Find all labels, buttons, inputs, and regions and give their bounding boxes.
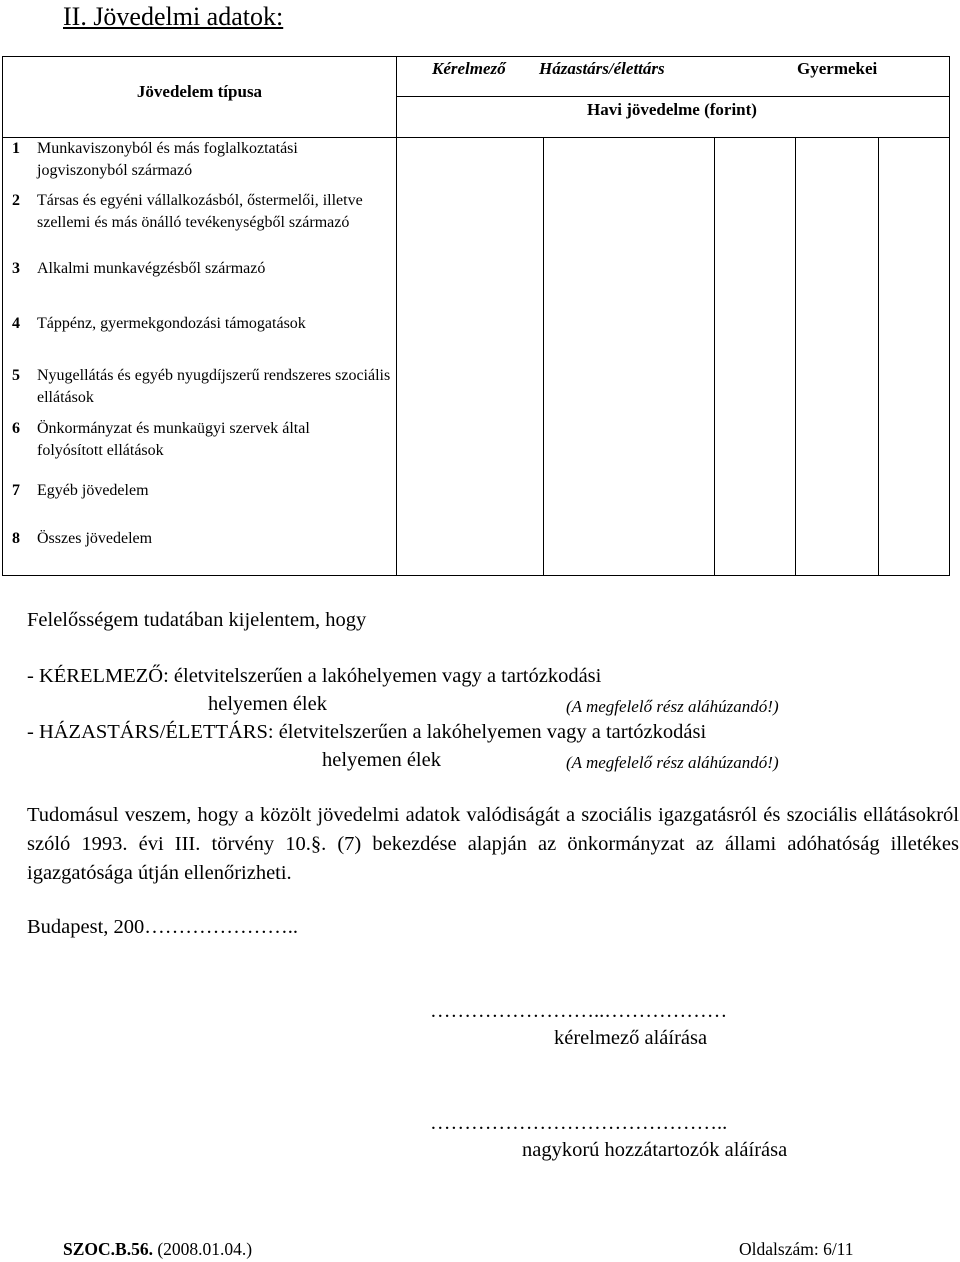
row-number: 7 <box>12 482 20 499</box>
column-divider <box>878 137 879 575</box>
column-divider <box>543 137 544 575</box>
form-code-id: SZOC.B.56. <box>63 1239 153 1259</box>
acknowledgement-paragraph: Tudomásul veszem, hogy a közölt jövedelmi adatok valódiságát a szociális igazgatásról és szociális ellátásokról szóló 1993. évi III. törvény 10.§. (7) bekezdése alapján az önkormányzat az állami adóhatóság illetékes igazgatósága útján ellenőrizheti. <box>27 804 959 884</box>
applicant-signature-label: kérelmező aláírása <box>554 1027 708 1049</box>
row-label: Egyéb jövedelem <box>37 482 149 499</box>
row-number: 1 <box>12 140 20 157</box>
row-label: Táppénz, gyermekgondozási támogatások <box>37 315 306 332</box>
declaration-intro: Felelősségem tudatában kijelentem, hogy <box>27 609 367 631</box>
row-number: 2 <box>12 192 20 209</box>
column-divider <box>795 137 796 575</box>
row-number: 4 <box>12 315 20 332</box>
header-spouse: Házastárs/élettárs <box>539 59 665 78</box>
header-children: Gyermekei <box>797 59 878 78</box>
monthly-income-header: Havi jövedelme (forint) <box>587 100 757 119</box>
row-label: Összes jövedelem <box>37 530 153 547</box>
row-label: Önkormányzat és munkaügyi szervek által folyósított ellátások <box>37 420 310 459</box>
form-code <box>63 1238 252 1260</box>
row-label: Alkalmi munkavégzésből származó <box>37 260 266 277</box>
form-code-date: (2008.01.04.) <box>157 1239 253 1259</box>
relatives-signature-line: …………………………………….. <box>430 1112 728 1134</box>
row-number: 8 <box>12 530 20 547</box>
spouse-statement: - HÁZASTÁRS/ÉLETTÁRS: életvitelszerűen a lakóhelyemen vagy a tartózkodási <box>27 721 707 743</box>
applicant-statement-cont: helyemen élek <box>208 693 327 715</box>
row-label: Munkaviszonyból és más foglalkoztatási jogviszonyból származó <box>37 140 298 179</box>
column-divider <box>714 137 715 575</box>
column-divider <box>396 57 397 575</box>
row-number: 6 <box>12 420 20 437</box>
spouse-underline-note: (A megfelelő rész aláhúzandó!) <box>566 753 779 772</box>
row-label: Társas és egyéni vállalkozásból, őstermelői, illetve szellemi és más önálló tevékenységből származó <box>37 192 363 231</box>
income-table <box>2 56 950 576</box>
header-applicant: Kérelmező <box>432 59 506 78</box>
spouse-statement-cont: helyemen élek <box>322 749 441 771</box>
place-date: Budapest, 200………………….. <box>27 916 299 938</box>
row-number: 3 <box>12 260 20 277</box>
page-number: Oldalszám: 6/11 <box>739 1239 854 1259</box>
income-type-header: Jövedelem típusa <box>136 82 263 101</box>
row-number: 5 <box>12 367 20 384</box>
applicant-underline-note: (A megfelelő rész aláhúzandó!) <box>566 697 779 716</box>
section-title: II. Jövedelmi adatok: <box>63 2 284 31</box>
applicant-signature-line: ……………………..……………… <box>430 1000 728 1022</box>
header-rule <box>396 96 949 97</box>
row-label: Nyugellátás és egyéb nyugdíjszerű rendszeres szociális ellátások <box>37 367 391 406</box>
relatives-signature-label: nagykorú hozzátartozók aláírása <box>522 1139 788 1161</box>
applicant-statement: - KÉRELMEZŐ: életvitelszerűen a lakóhelyemen vagy a tartózkodási <box>27 665 602 687</box>
